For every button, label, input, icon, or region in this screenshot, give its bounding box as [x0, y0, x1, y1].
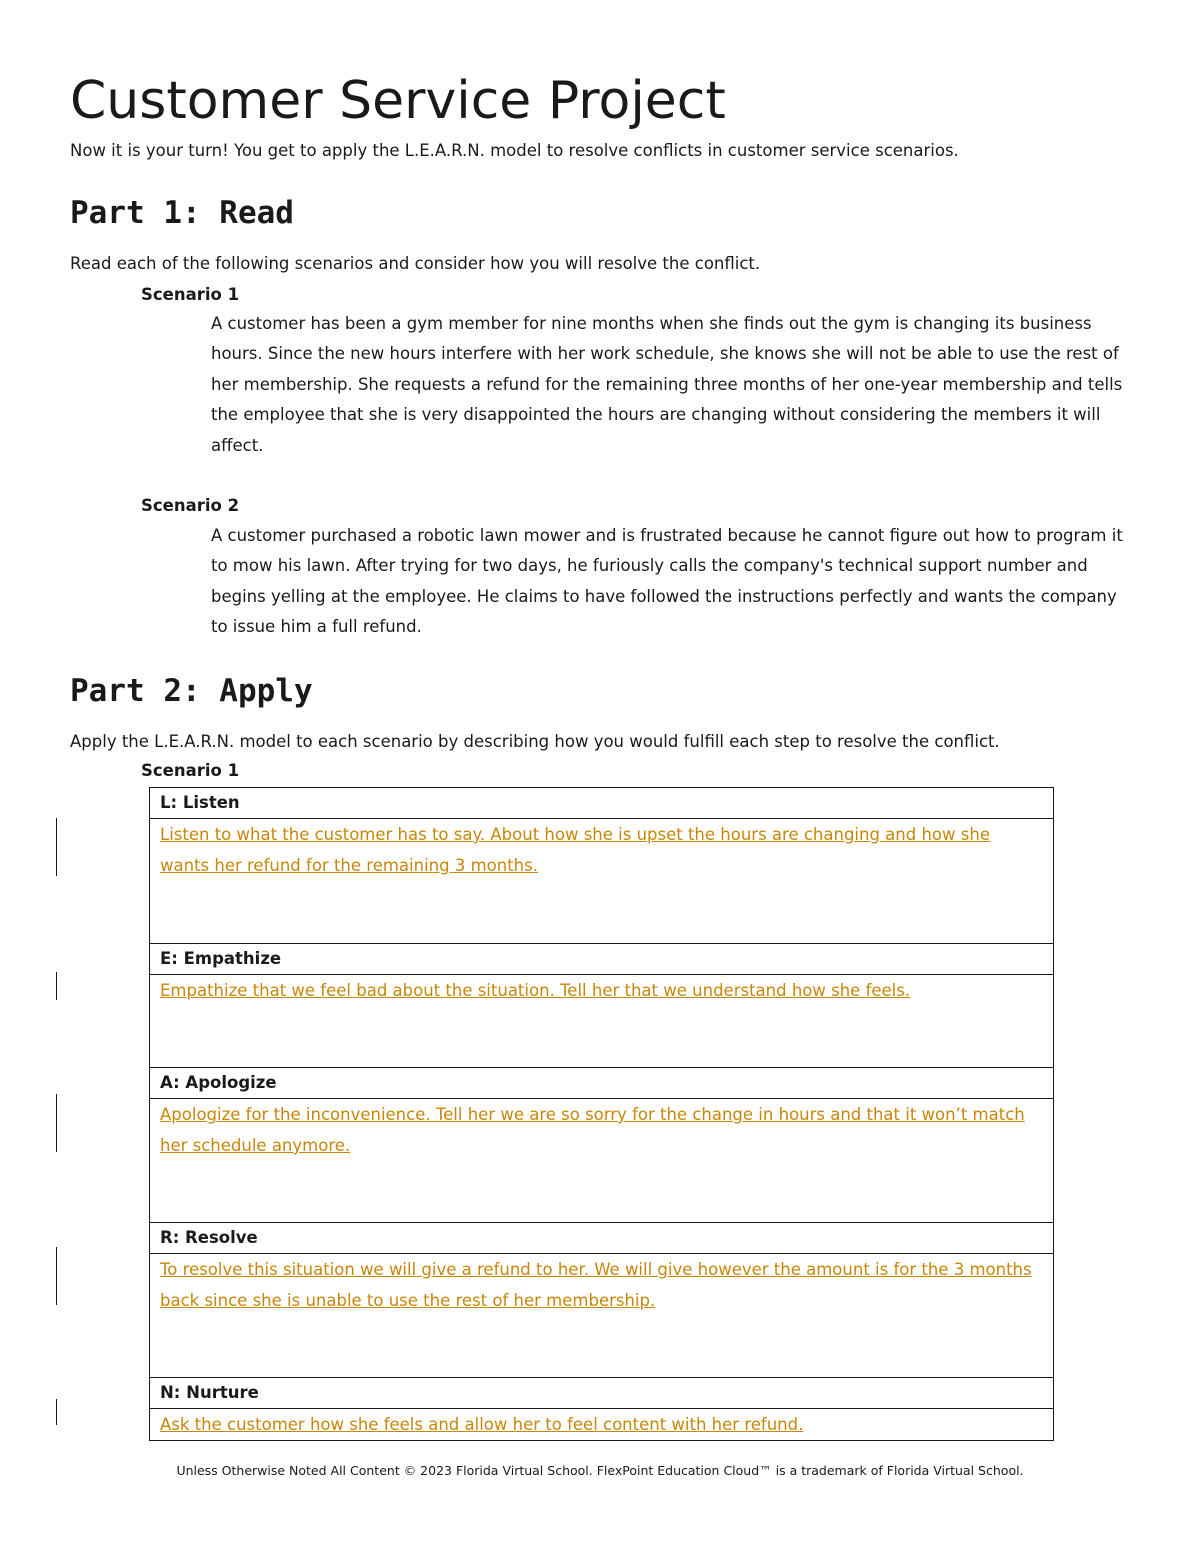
- revision-bar: [56, 972, 57, 1000]
- revision-bar: [56, 1094, 57, 1152]
- table-row: [150, 1223, 1054, 1254]
- table-row: [150, 1378, 1054, 1409]
- scenario-2-label: Scenario 2: [141, 496, 240, 515]
- table-row: [150, 1099, 1054, 1223]
- page-title: Customer Service Project: [70, 71, 726, 131]
- part-2-instructions: Apply the L.E.A.R.N. model to each scenario by describing how you would fulfill each step to resolve the conflict.: [70, 732, 1000, 751]
- revision-bar: [56, 1399, 57, 1425]
- nurture-answer[interactable]: Ask the customer how she feels and allow her to feel content with her refund.: [150, 1409, 1054, 1441]
- part-2-heading: Part 2: Apply: [70, 673, 313, 709]
- part-2-scenario-label: Scenario 1: [141, 761, 240, 780]
- listen-header: L: Listen: [150, 788, 1054, 819]
- revision-bar: [56, 818, 57, 876]
- scenario-2-text: A customer purchased a robotic lawn mower and is frustrated because he cannot figure out how to program it to mow his lawn. After trying for two days, he furiously calls the company's technical support number and begins yelling at the employee. He claims to have followed the instructions perfectly and wants the company to issue him a full refund.: [211, 526, 1123, 637]
- part-1-instructions: Read each of the following scenarios and consider how you will resolve the conflict.: [70, 254, 761, 273]
- footer-copyright: Unless Otherwise Noted All Content © 2023 Florida Virtual School. FlexPoint Education Cloud™ is a trademark of Florida Virtual School.: [176, 1463, 1024, 1478]
- table-row: [150, 1254, 1054, 1378]
- resolve-answer[interactable]: To resolve this situation we will give a refund to her. We will give however the amount is for the 3 months back since she is unable to use the rest of her membership.: [150, 1254, 1054, 1378]
- table-row: [150, 975, 1054, 1068]
- empathize-answer[interactable]: Empathize that we feel bad about the situation. Tell her that we understand how she feels.: [150, 975, 1054, 1068]
- table-row: [150, 788, 1054, 819]
- listen-answer[interactable]: Listen to what the customer has to say. About how she is upset the hours are changing and how she wants her refund for the remaining 3 months.: [150, 819, 1054, 944]
- scenario-1-label: Scenario 1: [141, 285, 240, 304]
- apologize-header: A: Apologize: [150, 1068, 1054, 1099]
- intro-text: Now it is your turn! You get to apply the L.E.A.R.N. model to resolve conflicts in customer service scenarios.: [70, 141, 959, 160]
- table-row: [150, 944, 1054, 975]
- empathize-header: E: Empathize: [150, 944, 1054, 975]
- revision-bar: [56, 1247, 57, 1305]
- scenario-1-text: A customer has been a gym member for nine months when she finds out the gym is changing its business hours. Since the new hours interfere with her work schedule, she knows she will not be able to use the rest of her membership. She requests a refund for the remaining three months of her one-year membership and tells the employee that she is very disappointed the hours are changing without considering the members it will affect.: [211, 314, 1123, 455]
- resolve-header: R: Resolve: [150, 1223, 1054, 1254]
- apologize-answer[interactable]: Apologize for the inconvenience. Tell her we are so sorry for the change in hours and that it won’t match her schedule anymore.: [150, 1099, 1054, 1223]
- part-1-heading: Part 1: Read: [70, 195, 294, 231]
- learn-table: [149, 787, 1054, 1441]
- table-row: [150, 819, 1054, 944]
- table-row: [150, 1409, 1054, 1441]
- nurture-header: N: Nurture: [150, 1378, 1054, 1409]
- table-row: [150, 1068, 1054, 1099]
